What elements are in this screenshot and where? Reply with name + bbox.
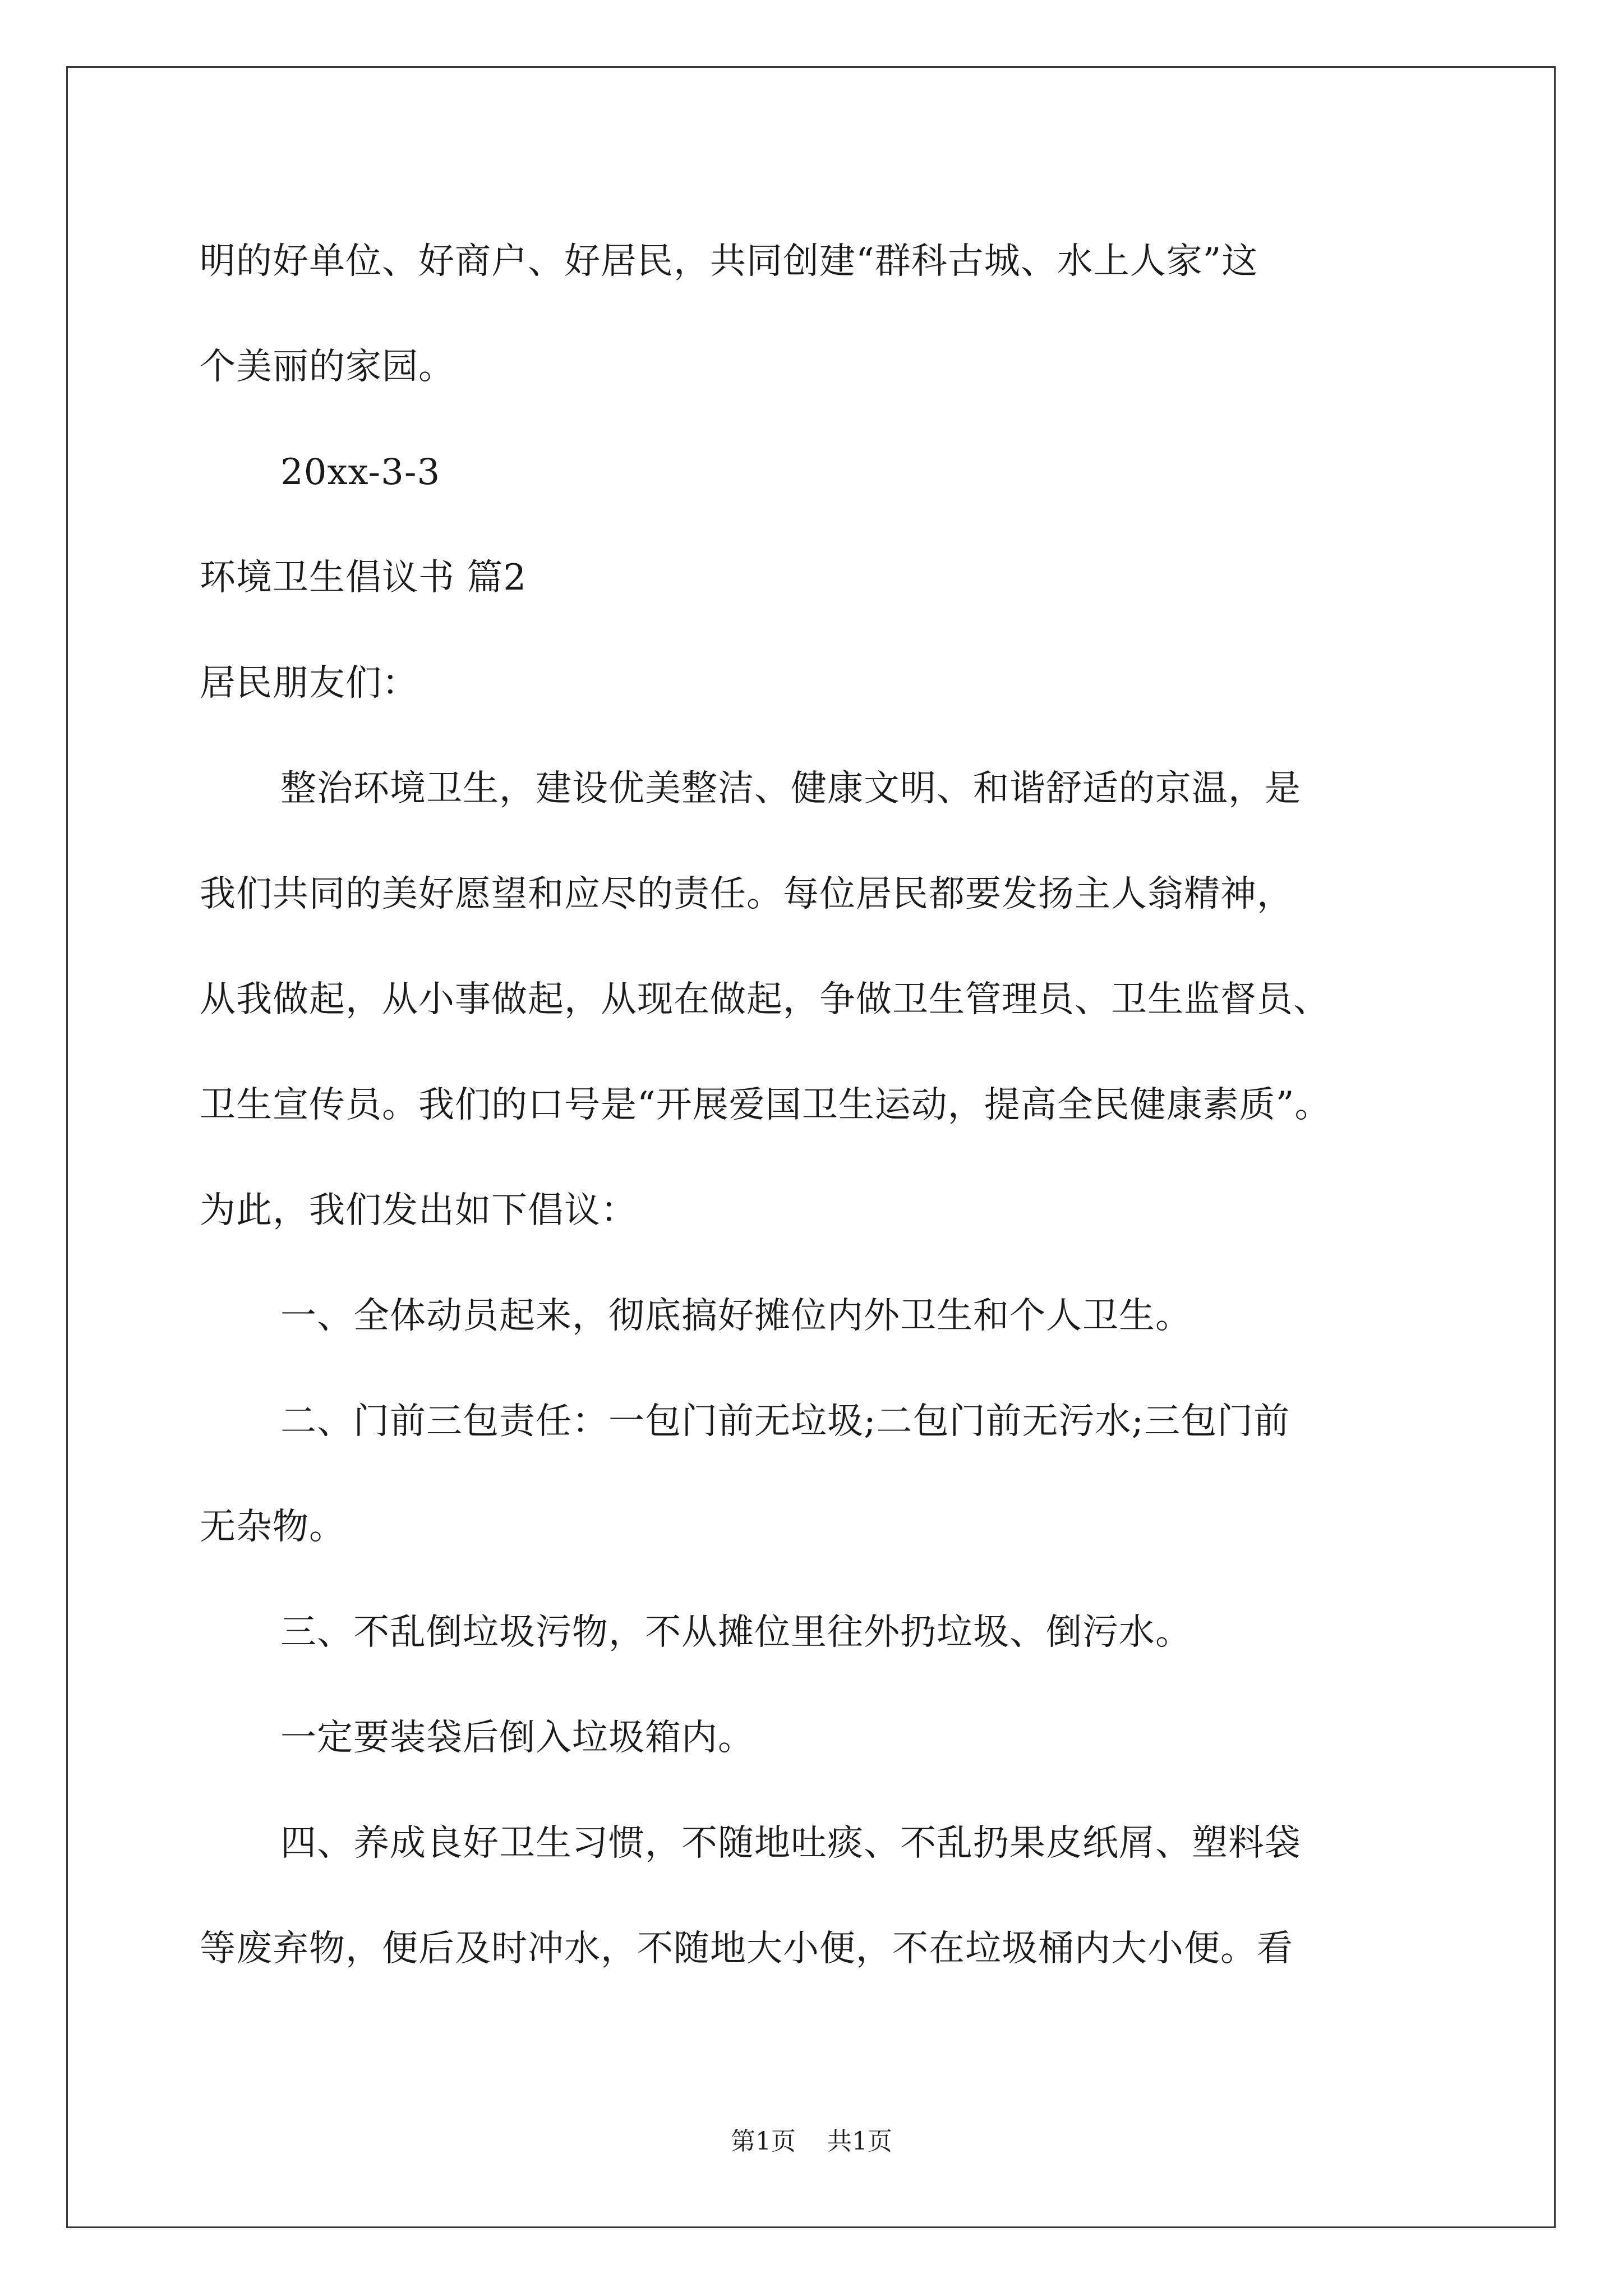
text-line: 卫生宣传员。我们的口号是“开展爱国卫生运动，提高全民健康素质”。 [200,1084,1331,1126]
list-item: 二、门前三包责任：一包门前无垃圾;二包门前无污水;三包门前 [280,1401,1290,1442]
salutation: 居民朋友们： [200,662,418,704]
page-footer [0,2125,1623,2159]
list-item: 四、养成良好卫生习惯，不随地吐痰、不乱扔果皮纸屑、塑料袋 [280,1823,1301,1864]
text-line: 等废弃物，便后及时冲水，不随地大小便，不在垃圾桶内大小便。看 [200,1928,1293,1970]
page-number-total: 共1页 [827,2127,892,2156]
list-item: 一、全体动员起来，彻底搞好摊位内外卫生和个人卫生。 [280,1295,1192,1337]
text-line: 我们共同的美好愿望和应尽的责任。每位居民都要发扬主人翁精神， [200,873,1293,915]
text-line: 为此，我们发出如下倡议： [200,1190,637,1231]
list-item: 三、不乱倒垃圾污物，不从摊位里往外扔垃圾、倒污水。 [280,1612,1192,1653]
text-line: 一定要装袋后倒入垃圾箱内。 [280,1717,754,1759]
page-number-current: 第1页 [731,2127,796,2156]
text-line: 个美丽的家园。 [200,346,455,388]
text-line: 从我做起，从小事做起，从现在做起，争做卫生管理员、卫生监督员、 [200,979,1330,1020]
section-heading: 环境卫生倡议书 篇2 [200,557,527,599]
date-line: 20xx-3-3 [280,452,441,493]
text-line: 无杂物。 [200,1506,345,1548]
text-line: 整治环境卫生，建设优美整洁、健康文明、和谐舒适的京温，是 [280,768,1301,809]
text-line: 明的好单位、好商户、好居民，共同创建“群科古城、水上人家”这 [200,241,1258,282]
document-body [200,209,1433,2001]
